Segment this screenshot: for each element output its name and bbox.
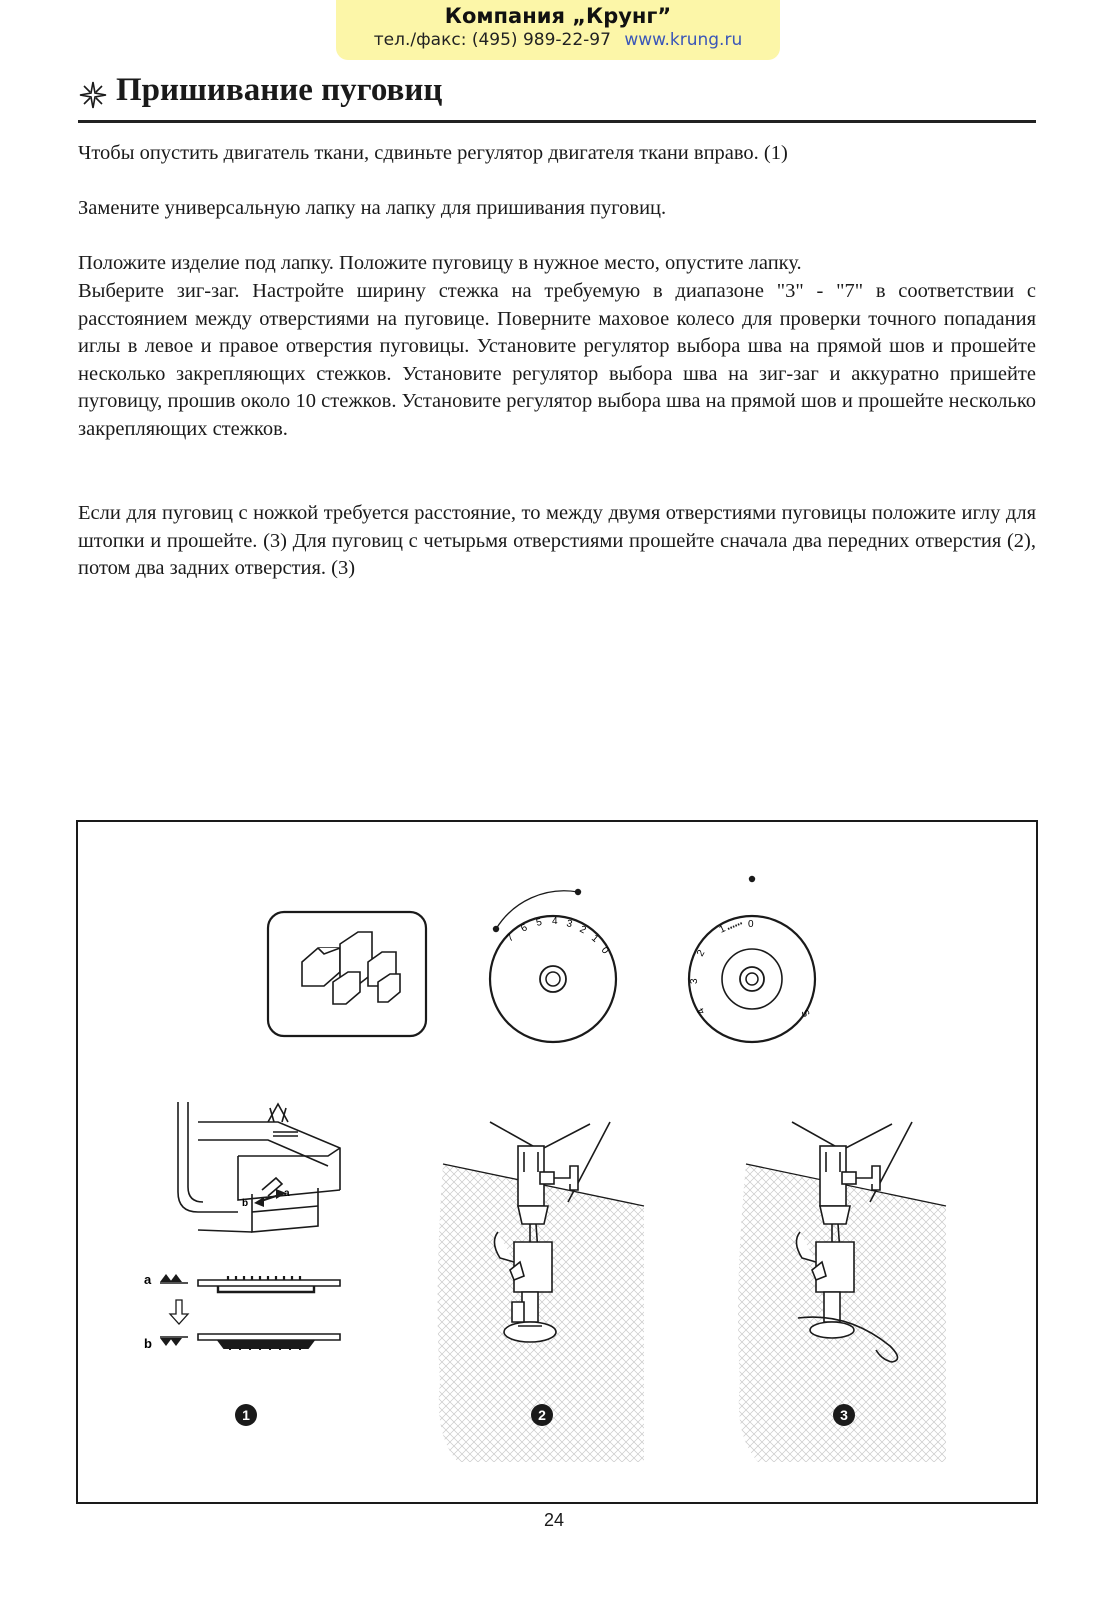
- dial1-number: 2: [577, 923, 588, 937]
- lever-label-b: b: [242, 1198, 249, 1209]
- phone-fax: тел./факс: (495) 989-22-97: [373, 30, 611, 50]
- lever-label-a: a: [284, 1188, 290, 1199]
- paragraph-2: Замените универсальную лапку на лапку для пришивания пуговиц.: [78, 197, 667, 219]
- dial1-number: 1: [589, 932, 601, 945]
- feed-label-b: b: [144, 1336, 152, 1351]
- stitch-width-dial: [490, 889, 616, 1042]
- feed-label-a: a: [144, 1272, 152, 1287]
- paragraph-3: Положите изделие под лапку. Положите пуговицу в нужное место, опустите лапку.: [78, 252, 802, 274]
- dial1-number: 5: [535, 916, 544, 929]
- illustration-svg: [78, 822, 1036, 1502]
- section-title-row: [78, 72, 1036, 123]
- button-foot-icon: [268, 912, 426, 1036]
- dial2-number: 4: [695, 1005, 708, 1016]
- stitch-length-dial: [689, 876, 815, 1042]
- contact-line: [336, 30, 780, 50]
- machine-bed-illustration: [178, 1102, 340, 1232]
- paragraph-5: Если для пуговиц с ножкой требуется расстояние, то между двумя отверстиями пуговицы положите иглу для штопки и прошейте. (3) Для пуговиц с четырьмя отверстиями прошейте сначала два передних отверстия (2), потом два задних отверстия. (3): [78, 502, 1036, 580]
- sparkle-icon: [78, 80, 108, 110]
- step-number-1: [235, 1404, 257, 1426]
- feed-dog-diagram: [144, 1272, 340, 1351]
- step-number-text: 3: [840, 1407, 848, 1423]
- step-number-text: 1: [242, 1407, 250, 1423]
- step-number-3: [833, 1404, 855, 1426]
- paragraph-4: Выберите зиг-заг. Настройте ширину стежка на требуемую в диапазоне "3" - "7" в соответствии с расстоянием между отверстиями на пуговице. Поверните маховое колесо для проверки точного попадания иглы в левое и правое отверстия пуговицы. Установите регулятор выбора шва на прямой шов и прошейте несколько закрепляющих стежков. Установите регулятор выбора шва на зиг-заг и аккуратно пришейте пуговицу, прошив около 10 стежков. Установите регулятор выбора шва на прямой шов и прошейте несколько закрепляющих стежков.: [78, 280, 1036, 440]
- dial2-number: 1: [717, 923, 728, 936]
- dial1-number: 0: [598, 945, 611, 957]
- dial2-number: 0: [748, 919, 754, 930]
- illustration-frame: [76, 820, 1038, 1504]
- dial1-number: 7: [504, 932, 517, 945]
- dial1-number: 4: [552, 916, 558, 927]
- dial1-number: 6: [519, 922, 530, 935]
- page-number: 24: [543, 1510, 565, 1530]
- company-name: Компания „Крунг”: [444, 4, 672, 28]
- company-header: [336, 0, 780, 60]
- page-title: Пришивание пуговиц: [116, 72, 443, 108]
- dial2-number: 2: [695, 948, 708, 959]
- dial2-number: S: [798, 1008, 812, 1020]
- step-number-text: 2: [538, 1407, 546, 1423]
- step-number-2: [531, 1404, 553, 1426]
- website-link[interactable]: www.krung.ru: [624, 30, 743, 50]
- paragraph-1: Чтобы опустить двигатель ткани, сдвиньте регулятор двигателя ткани вправо. (1): [78, 142, 788, 164]
- dial2-number: 3: [689, 978, 700, 984]
- dial1-number: 3: [565, 918, 574, 931]
